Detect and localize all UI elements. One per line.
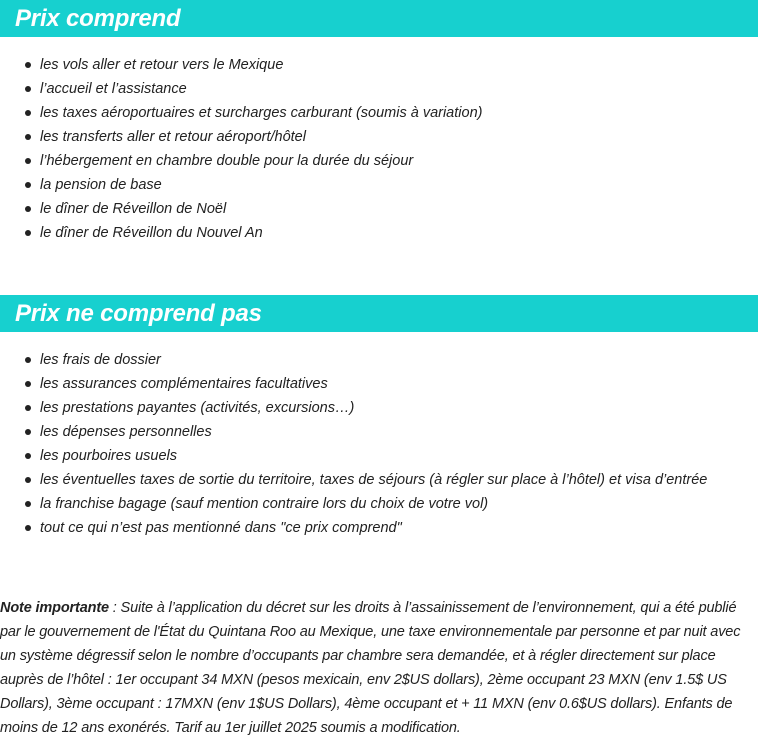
list-item (0, 221, 482, 245)
excludes-list (0, 348, 707, 540)
list-item (0, 149, 482, 173)
includes-title: Prix comprend (15, 5, 181, 32)
list-item-text: les dépenses personnelles (40, 424, 212, 440)
excludes-title: Prix ne comprend pas (15, 300, 262, 327)
list-item-text: le dîner de Réveillon du Nouvel An (40, 225, 263, 241)
list-item-text: les assurances complémentaires facultatives (40, 376, 328, 392)
bullet-icon (25, 62, 31, 68)
list-item-text: la franchise bagage (sauf mention contraire lors du choix de votre vol) (40, 496, 489, 512)
bullet-icon (25, 110, 31, 116)
list-item-text: la pension de base (40, 177, 162, 193)
list-item-text: les vols aller et retour vers le Mexique (40, 57, 284, 73)
bullet-icon (25, 381, 31, 387)
bullet-icon (25, 453, 31, 459)
bullet-icon (25, 357, 31, 363)
note-text: : Suite à l’application du décret sur les droits à l’assainissement de l’environnement, qui a été publié par le gouvernement de l'État du Quintana Roo au Mexique, une taxe environnementale par personne et par nuit avec un système dégressif selon le nombre d’occupants par chambre sera demandée, et à régler directement sur place auprès de l’hôtel : 1er occupant 34 MXN (pesos mexicain, env 2$US dollars), 2ème occupant 23 MXN (env 1.5$ US Dollars), 3ème occupant : 17MXN (env 1$US Dollars), 4ème occupant et + 11 MXN (env 0.6$US dollars). Enfants de moins de 12 ans exonérés. Tarif au 1er juillet 2025 soumis a modification. (0, 600, 741, 736)
list-item (0, 492, 707, 516)
bullet-icon (25, 134, 31, 140)
list-item (0, 125, 482, 149)
list-item (0, 516, 707, 540)
bullet-icon (25, 405, 31, 411)
list-item-text: les taxes aéroportuaires et surcharges carburant (soumis à variation) (40, 105, 483, 121)
list-item-text: tout ce qui n’est pas mentionné dans "ce prix comprend" (40, 520, 402, 536)
list-item-text: les frais de dossier (40, 352, 161, 368)
bullet-icon (25, 501, 31, 507)
list-item (0, 396, 707, 420)
list-item (0, 173, 482, 197)
includes-header (0, 0, 758, 37)
bullet-icon (25, 158, 31, 164)
list-item (0, 53, 482, 77)
list-item-text: le dîner de Réveillon de Noël (40, 201, 227, 217)
list-item (0, 444, 707, 468)
excludes-header (0, 295, 758, 332)
list-item (0, 348, 707, 372)
list-item-text: l’hébergement en chambre double pour la durée du séjour (40, 153, 414, 169)
list-item-text: les prestations payantes (activités, excursions…) (40, 400, 355, 416)
list-item (0, 197, 482, 221)
bullet-icon (25, 230, 31, 236)
bullet-icon (25, 206, 31, 212)
list-item (0, 77, 482, 101)
bullet-icon (25, 86, 31, 92)
includes-list (0, 53, 482, 245)
important-note (0, 596, 758, 740)
list-item (0, 468, 707, 492)
list-item-text: l’accueil et l’assistance (40, 81, 187, 97)
list-item-text: les transferts aller et retour aéroport/hôtel (40, 129, 306, 145)
bullet-icon (25, 477, 31, 483)
bullet-icon (25, 429, 31, 435)
list-item-text: les éventuelles taxes de sortie du territoire, taxes de séjours (à régler sur place à l’hôtel) et visa d’entrée (40, 472, 708, 488)
list-item (0, 420, 707, 444)
list-item-text: les pourboires usuels (40, 448, 178, 464)
bullet-icon (25, 525, 31, 531)
list-item (0, 101, 482, 125)
note-label: Note importante (0, 600, 109, 616)
list-item (0, 372, 707, 396)
bullet-icon (25, 182, 31, 188)
